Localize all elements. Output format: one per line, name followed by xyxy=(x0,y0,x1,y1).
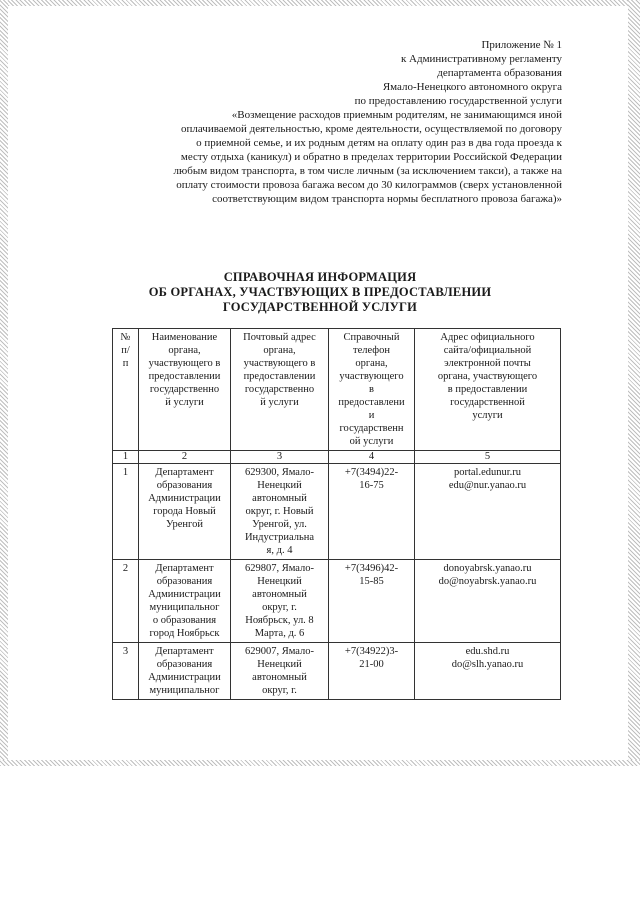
appendix-line: Ямало-Ненецкого автономного округа xyxy=(382,81,562,93)
table-row xyxy=(113,643,561,700)
cell-line: органа, xyxy=(168,345,201,356)
appendix-line: департамента образования xyxy=(437,67,562,79)
agency-name xyxy=(139,464,231,560)
scan-edge-bottom xyxy=(0,760,640,766)
heading-line: СПРАВОЧНАЯ ИНФОРМАЦИЯ xyxy=(223,270,417,284)
column-number-row xyxy=(113,451,561,464)
document-heading xyxy=(100,270,540,315)
cell-line: Ненецкий xyxy=(257,576,302,587)
cell-line: +7(34922)3- xyxy=(344,646,399,657)
cell-line: 21-00 xyxy=(359,659,384,670)
heading-line: ГОСУДАРСТВЕННОЙ УСЛУГИ xyxy=(222,300,418,314)
cell-line: й услуги xyxy=(260,397,299,408)
cell-line: о образования xyxy=(152,615,217,626)
cell-line: сайта/официальной xyxy=(443,345,532,356)
cell-line: округ, г. xyxy=(262,685,297,696)
cell-line: portal.edunur.ru xyxy=(453,467,522,478)
agency-site xyxy=(415,643,561,700)
cell-line: donoyabrsk.yanao.ru xyxy=(443,563,532,574)
scan-edge-top xyxy=(0,0,640,6)
agency-phone xyxy=(329,464,415,560)
service-line: оплачиваемой деятельностью, кроме деятельности, осуществляемой по договору xyxy=(180,123,562,135)
cell-line: Уренгой xyxy=(166,519,203,530)
cell-line: услуги xyxy=(472,410,503,421)
cell-line: п xyxy=(122,358,129,369)
cell-line: Департамент xyxy=(155,467,214,478)
service-line: любым видом транспорта, в том числе личным (за исключением такси), а также на xyxy=(173,165,562,177)
cell-line: города Новый xyxy=(153,506,216,517)
cell-line: Администрации xyxy=(148,589,221,600)
cell-line: государственной xyxy=(450,397,525,408)
cell-line: Уренгой, ул. xyxy=(252,519,307,530)
header-name xyxy=(139,329,231,451)
table-header-row xyxy=(113,329,561,451)
cell-line: муниципальног xyxy=(149,602,220,613)
row-number: 2 xyxy=(113,560,139,643)
scan-edge-left xyxy=(0,0,8,765)
cell-line: 629300, Ямало- xyxy=(244,467,315,478)
column-number: 4 xyxy=(329,451,415,464)
cell-line: участвующего в xyxy=(148,358,221,369)
agency-name xyxy=(139,643,231,700)
agency-address xyxy=(231,464,329,560)
cell-line: Администрации xyxy=(148,672,221,683)
cell-line: 15-85 xyxy=(359,576,384,587)
cell-line: и xyxy=(368,410,375,421)
cell-line: Почтовый адрес xyxy=(243,332,316,343)
scan-edge-right xyxy=(628,0,640,765)
cell-line: округ, г. Новый xyxy=(245,506,314,517)
cell-line: предоставлении xyxy=(148,371,221,382)
cell-line: п/ xyxy=(121,345,130,356)
cell-line: предоставлени xyxy=(338,397,405,408)
agencies-table xyxy=(112,328,561,700)
cell-line: автономный xyxy=(252,672,307,683)
cell-line: государственно xyxy=(149,384,220,395)
cell-line: Ноябрьск, ул. 8 xyxy=(245,615,314,626)
cell-line: государственн xyxy=(339,423,404,434)
cell-line: Администрации xyxy=(148,493,221,504)
cell-line: edu.shd.ru xyxy=(465,646,510,657)
cell-line: Адрес официального xyxy=(440,332,535,343)
cell-line: 629007, Ямало- xyxy=(244,646,315,657)
column-number: 5 xyxy=(415,451,561,464)
cell-line: органа, xyxy=(263,345,296,356)
cell-line: автономный xyxy=(252,589,307,600)
cell-line: й услуги xyxy=(165,397,204,408)
row-number: 3 xyxy=(113,643,139,700)
cell-line: Ненецкий xyxy=(257,480,302,491)
cell-line: образования xyxy=(156,659,213,670)
cell-line: автономный xyxy=(252,493,307,504)
cell-line: 629807, Ямало- xyxy=(244,563,315,574)
column-number: 2 xyxy=(139,451,231,464)
column-number: 3 xyxy=(231,451,329,464)
appendix-line: Приложение № 1 xyxy=(481,39,562,51)
cell-line: № xyxy=(120,332,131,343)
cell-line: участвующего xyxy=(339,371,404,382)
header-phone xyxy=(329,329,415,451)
service-line: оплату стоимости провоза багажа весом до 30 килограммов (сверх установленной xyxy=(176,179,562,191)
cell-line: предоставлении xyxy=(243,371,316,382)
cell-line: муниципальног xyxy=(149,685,220,696)
table-row xyxy=(113,560,561,643)
service-line: месту отдыха (каникул) и обратно в пределах территории Российской Федерации xyxy=(180,151,562,163)
cell-line: в xyxy=(369,384,374,395)
column-number: 1 xyxy=(113,451,139,464)
header-site xyxy=(415,329,561,451)
cell-line: Наименование xyxy=(151,332,218,343)
cell-line: do@slh.yanao.ru xyxy=(451,659,524,670)
cell-line: ой услуги xyxy=(349,436,394,447)
cell-line: образования xyxy=(156,480,213,491)
appendix-line: к Административному регламенту xyxy=(400,53,562,65)
cell-line: Департамент xyxy=(155,563,214,574)
cell-line: телефон xyxy=(353,345,390,356)
appendix-line: по предоставлению государственной услуги xyxy=(354,95,562,107)
cell-line: Справочный xyxy=(343,332,400,343)
cell-line: Департамент xyxy=(155,646,214,657)
header-number xyxy=(113,329,139,451)
cell-line: в предоставлении xyxy=(447,384,528,395)
agency-address xyxy=(231,643,329,700)
cell-line: город Ноябрьск xyxy=(149,628,220,639)
cell-line: +7(3496)42- xyxy=(344,563,399,574)
row-number: 1 xyxy=(113,464,139,560)
agency-name xyxy=(139,560,231,643)
header-address xyxy=(231,329,329,451)
agency-site xyxy=(415,464,561,560)
cell-line: округ, г. xyxy=(262,602,297,613)
agency-phone xyxy=(329,643,415,700)
service-line: о приемной семье, и их родным детям на оплату один раз в два года проезда к xyxy=(196,137,562,149)
agency-phone xyxy=(329,560,415,643)
cell-line: органа, участвующего xyxy=(437,371,538,382)
service-line: соответствующим видом транспорта нормы бесплатного провоза багажа)» xyxy=(212,193,562,205)
cell-line: участвующего в xyxy=(243,358,316,369)
heading-line: ОБ ОРГАНАХ, УЧАСТВУЮЩИХ В ПРЕДОСТАВЛЕНИИ xyxy=(148,285,492,299)
agency-site xyxy=(415,560,561,643)
cell-line: я, д. 4 xyxy=(266,545,293,556)
cell-line: do@noyabrsk.yanao.ru xyxy=(438,576,537,587)
cell-line: +7(3494)22- xyxy=(344,467,399,478)
cell-line: Индустриальна xyxy=(244,532,315,543)
cell-line: Марта, д. 6 xyxy=(254,628,305,639)
cell-line: образования xyxy=(156,576,213,587)
cell-line: государственно xyxy=(244,384,315,395)
cell-line: edu@nur.yanao.ru xyxy=(448,480,527,491)
appendix-block xyxy=(92,38,562,206)
cell-line: Ненецкий xyxy=(257,659,302,670)
table-row xyxy=(113,464,561,560)
cell-line: органа, xyxy=(355,358,388,369)
cell-line: 16-75 xyxy=(359,480,384,491)
agency-address xyxy=(231,560,329,643)
cell-line: электронной почты xyxy=(444,358,531,369)
service-line: «Возмещение расходов приемным родителям, не занимающимся иной xyxy=(231,109,562,121)
